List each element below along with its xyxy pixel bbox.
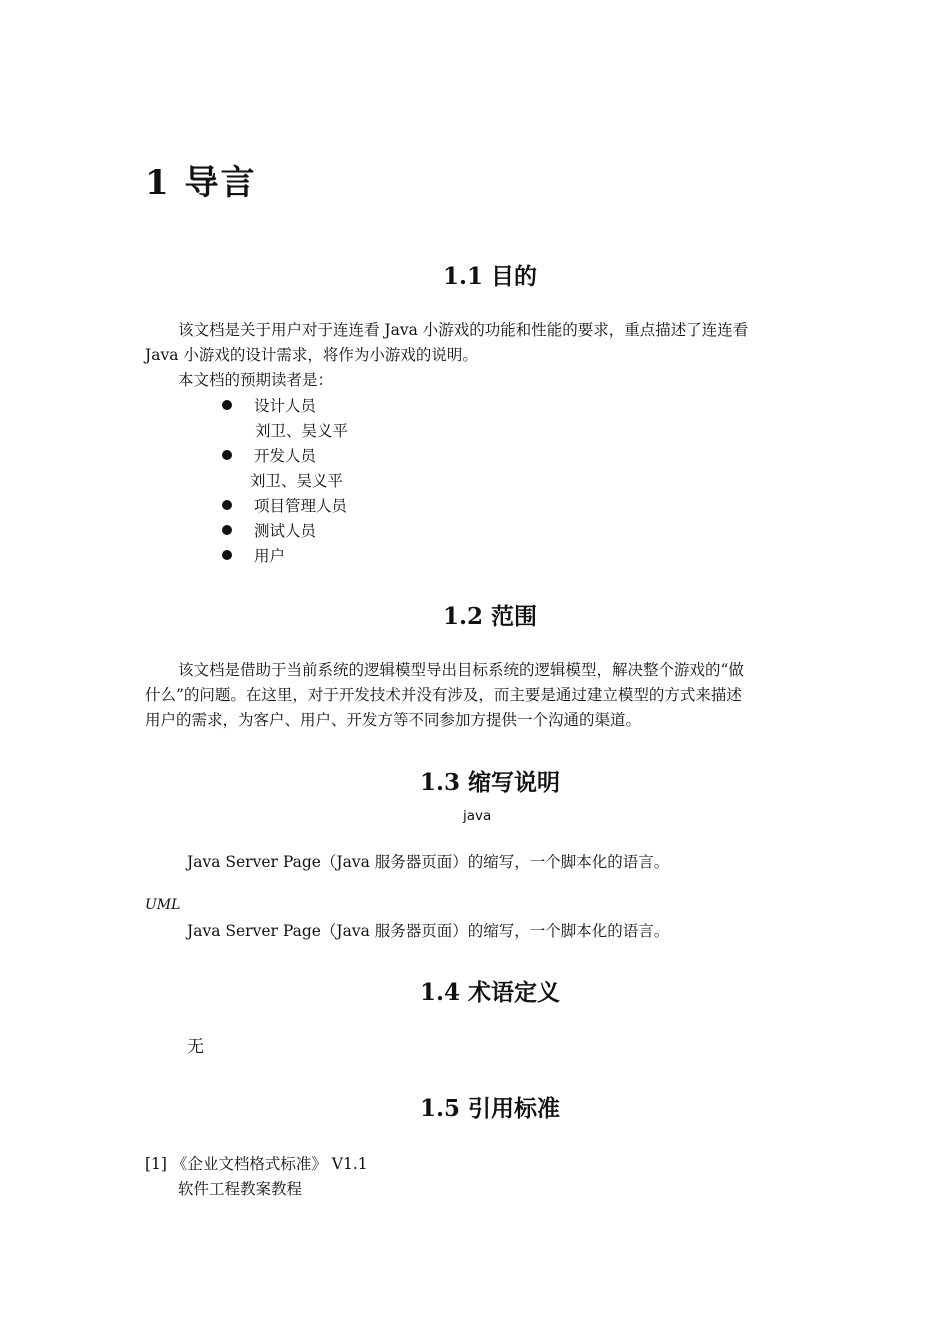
abbrev-term-java: java xyxy=(463,808,492,824)
section-heading-references: 1.5 引用标准 xyxy=(419,1095,561,1122)
abbrev-desc-java: Java Server Page（Java 服务器页面）的缩写，一个脚本化的语言。 xyxy=(187,853,670,871)
list-item-subtext: 刘卫、吴义平 xyxy=(250,472,344,490)
bullet-icon xyxy=(222,525,232,535)
list-item-subtext: 刘卫、吴义平 xyxy=(255,422,349,440)
chapter-title: 1 导言 xyxy=(145,163,257,203)
bullet-icon xyxy=(222,450,232,460)
section-heading-terms: 1.4 术语定义 xyxy=(419,979,561,1006)
readers-intro: 本文档的预期读者是： xyxy=(178,371,334,389)
reference-item: [1] 《企业文档格式标准》 V1.1 xyxy=(145,1155,368,1173)
scope-paragraph-line1: 该文档是借助于当前系统的逻辑模型导出目标系统的逻辑模型，解决整个游戏的“做 xyxy=(178,661,744,679)
section-heading-purpose: 1.1 目的 xyxy=(442,263,538,290)
scope-paragraph-line3: 用户的需求，为客户、用户、开发方等不同参加方提供一个沟通的渠道。 xyxy=(145,711,642,729)
purpose-paragraph-line2: Java 小游戏的设计需求，将作为小游戏的说明。 xyxy=(145,346,478,364)
list-item: 测试人员 xyxy=(222,519,316,541)
purpose-paragraph-line1: 该文档是关于用户对于连连看 Java 小游戏的功能和性能的要求，重点描述了连连看 xyxy=(178,321,749,339)
reference-item: 软件工程教案教程 xyxy=(178,1180,303,1198)
list-item: 用户 xyxy=(222,544,285,566)
list-item: 设计人员 xyxy=(222,394,316,416)
bullet-icon xyxy=(222,550,232,560)
bullet-icon xyxy=(222,400,232,410)
abbrev-desc-uml: Java Server Page（Java 服务器页面）的缩写，一个脚本化的语言。 xyxy=(187,922,670,940)
section-heading-scope: 1.2 范围 xyxy=(442,603,538,630)
abbrev-term-uml: UML xyxy=(145,897,181,913)
section-heading-abbrev: 1.3 缩写说明 xyxy=(419,769,561,796)
list-item: 开发人员 xyxy=(222,444,316,466)
list-item: 项目管理人员 xyxy=(222,494,347,516)
scope-paragraph-line2: 什么”的问题。在这里，对于开发技术并没有涉及，而主要是通过建立模型的方式来描述 xyxy=(145,686,742,704)
bullet-icon xyxy=(222,500,232,510)
terms-content: 无 xyxy=(187,1037,204,1057)
